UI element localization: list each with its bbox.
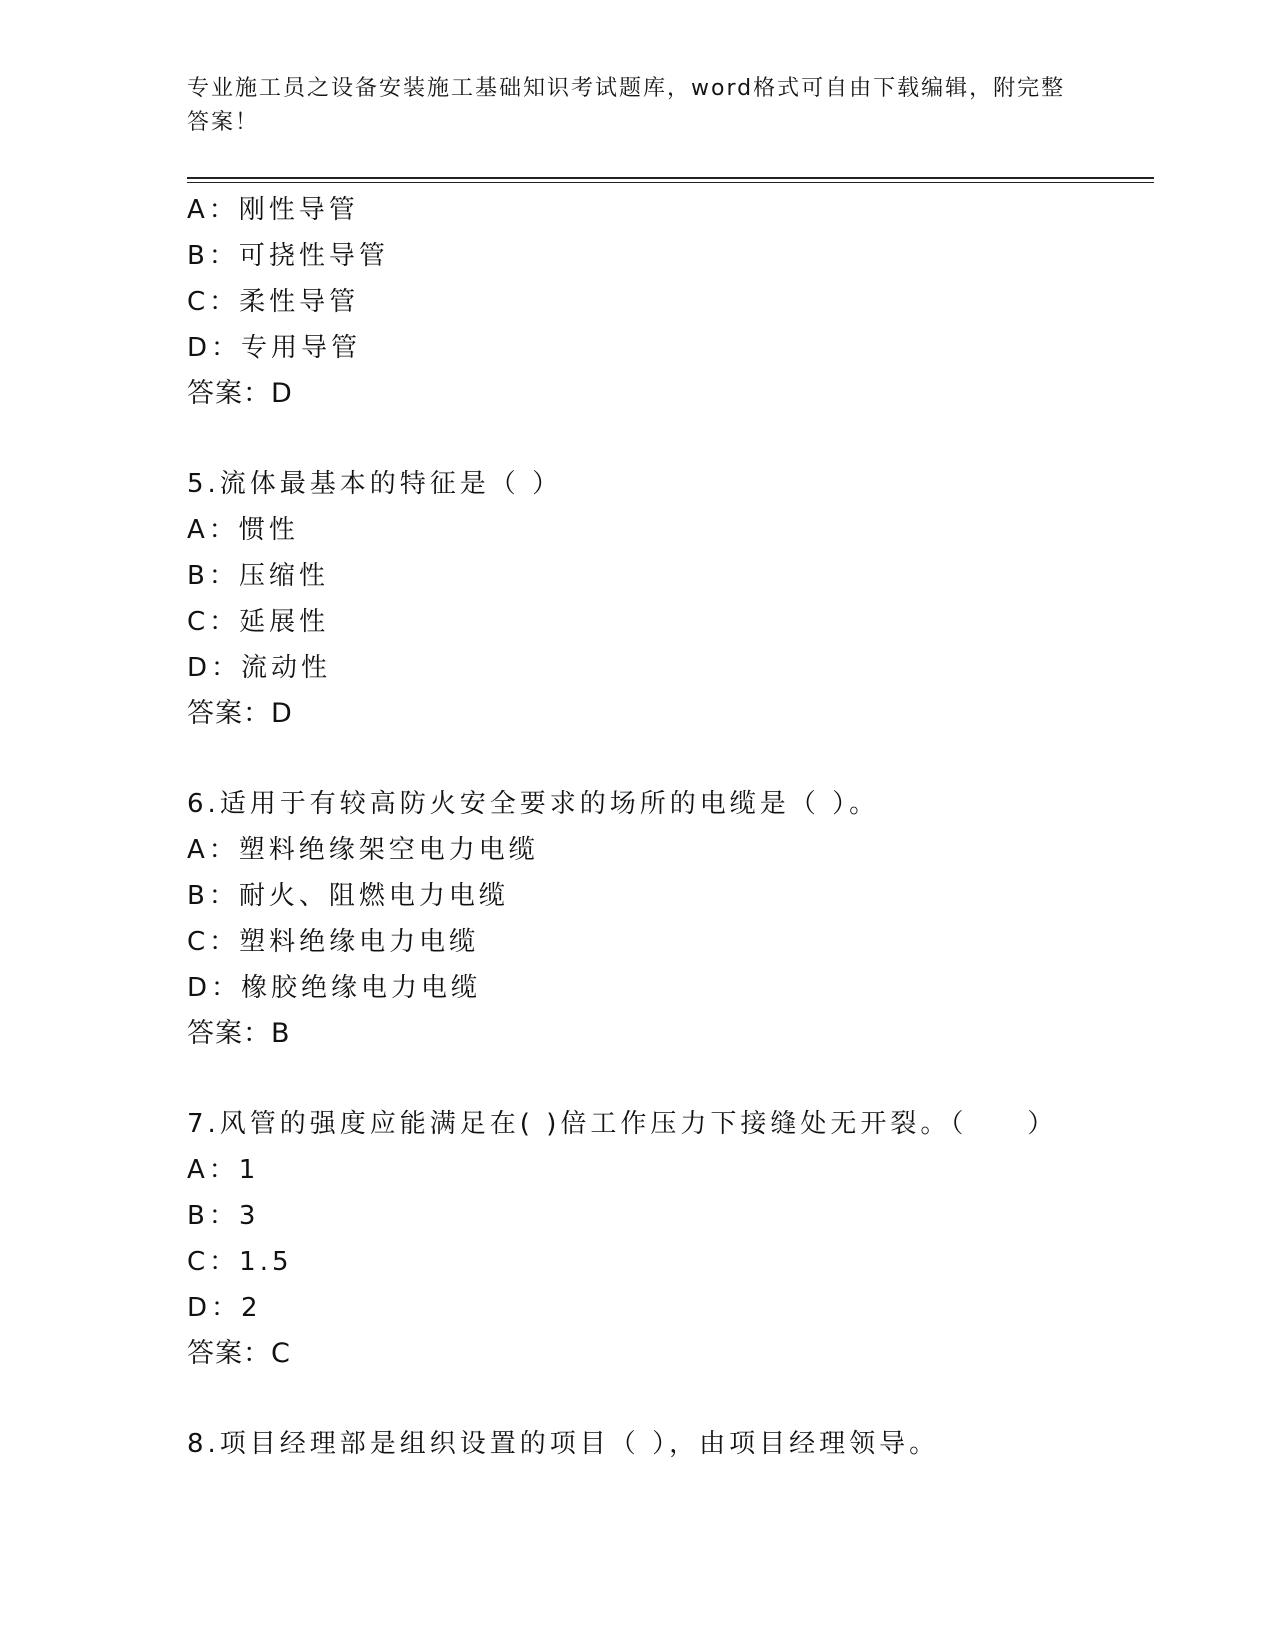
option-b: B：耐火、阻燃电力电缆: [187, 881, 509, 911]
option-c: C：柔性导管: [187, 287, 360, 317]
option-a: A：塑料绝缘架空电力电缆: [187, 835, 539, 865]
option-c: C：塑料绝缘电力电缆: [187, 927, 480, 957]
option-a: A：刚性导管: [187, 195, 359, 225]
option-c: C：1.5: [187, 1247, 293, 1277]
spacer: [187, 1377, 1147, 1421]
document-header: 专业施工员之设备安装施工基础知识考试题库，word格式可自由下载编辑，附完整答案！: [187, 76, 1066, 135]
spacer: [187, 417, 1147, 461]
option-b: B：3: [187, 1201, 260, 1231]
question-block-4: [187, 187, 1147, 417]
option-b: B：可挠性导管: [187, 241, 389, 271]
answer: 答案：B: [187, 1018, 291, 1049]
question-text: 5.流体最基本的特征是（ ）: [187, 469, 563, 499]
question-block-7: [187, 1101, 1147, 1377]
spacer: [187, 1057, 1147, 1101]
header-rule-thin: [187, 182, 1154, 183]
header-rule-thick: [187, 177, 1154, 179]
option-d: D：橡胶绝缘电力电缆: [187, 973, 482, 1003]
question-block-8: [187, 1421, 1147, 1467]
option-a: A：1: [187, 1155, 260, 1185]
question-text: 6.适用于有较高防火安全要求的场所的电缆是（ ）。: [187, 789, 880, 819]
option-c: C：延展性: [187, 607, 330, 637]
option-d: D：专用导管: [187, 333, 362, 363]
question-block-6: [187, 781, 1147, 1057]
question-list: [187, 187, 1147, 1467]
answer: 答案：D: [187, 378, 293, 409]
spacer: [187, 737, 1147, 781]
answer: 答案：C: [187, 1338, 291, 1369]
question-text: 7.风管的强度应能满足在( )倍工作压力下接缝处无开裂。（ ）: [187, 1109, 1058, 1139]
option-b: B：压缩性: [187, 561, 329, 591]
option-a: A：惯性: [187, 515, 299, 545]
question-block-5: [187, 461, 1147, 737]
option-d: D：流动性: [187, 653, 332, 683]
option-d: D：2: [187, 1293, 262, 1323]
answer: 答案：D: [187, 698, 293, 729]
question-text: 8.项目经理部是组织设置的项目（ ），由项目经理领导。: [187, 1429, 940, 1459]
